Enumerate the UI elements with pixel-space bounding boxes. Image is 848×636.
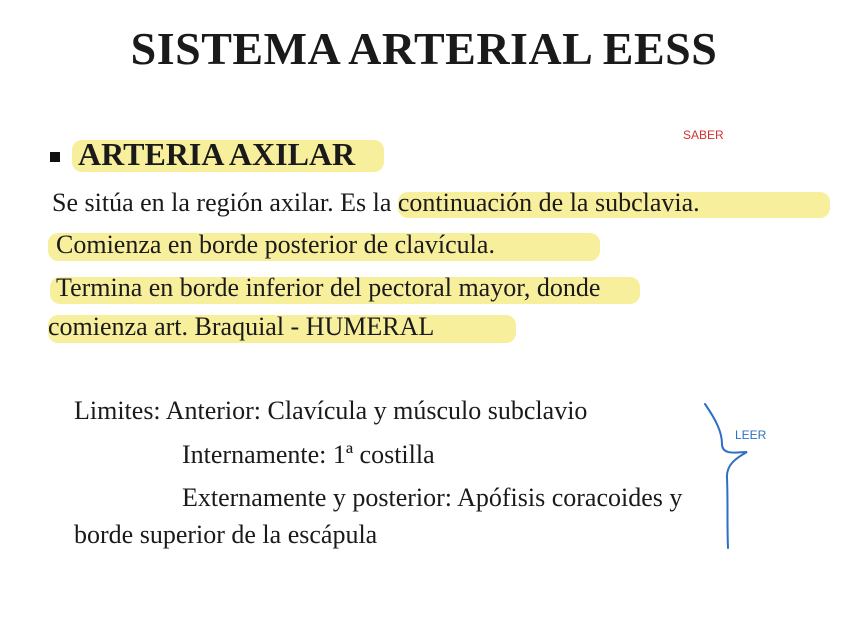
limits-external: Externamente y posterior: Apófisis coracoides y [182,483,683,512]
body-line-3: Termina en borde inferior del pectoral mayor, donde [56,273,601,302]
body-line-1b: Es la continuación de la subclavia. [340,188,700,217]
section-heading: ARTERIA AXILAR [78,136,356,172]
body-line-2: Comienza en borde posterior de clavícula. [56,230,495,259]
limits-external-continued: borde superior de la escápula [74,520,378,549]
page-title: SISTEMA ARTERIAL EESS [130,23,718,74]
annotation-leer: LEER [735,428,767,442]
limits-anterior: Limites: Anterior: Clavícula y músculo subclavio [74,396,588,425]
body-line-1a: Se sitúa en la región axilar. [52,188,341,217]
annotation-saber: SABER [683,128,724,142]
limits-internal: Internamente: 1ª costilla [182,440,435,469]
body-line-4: comienza art. Braquial - HUMERAL [48,312,435,341]
